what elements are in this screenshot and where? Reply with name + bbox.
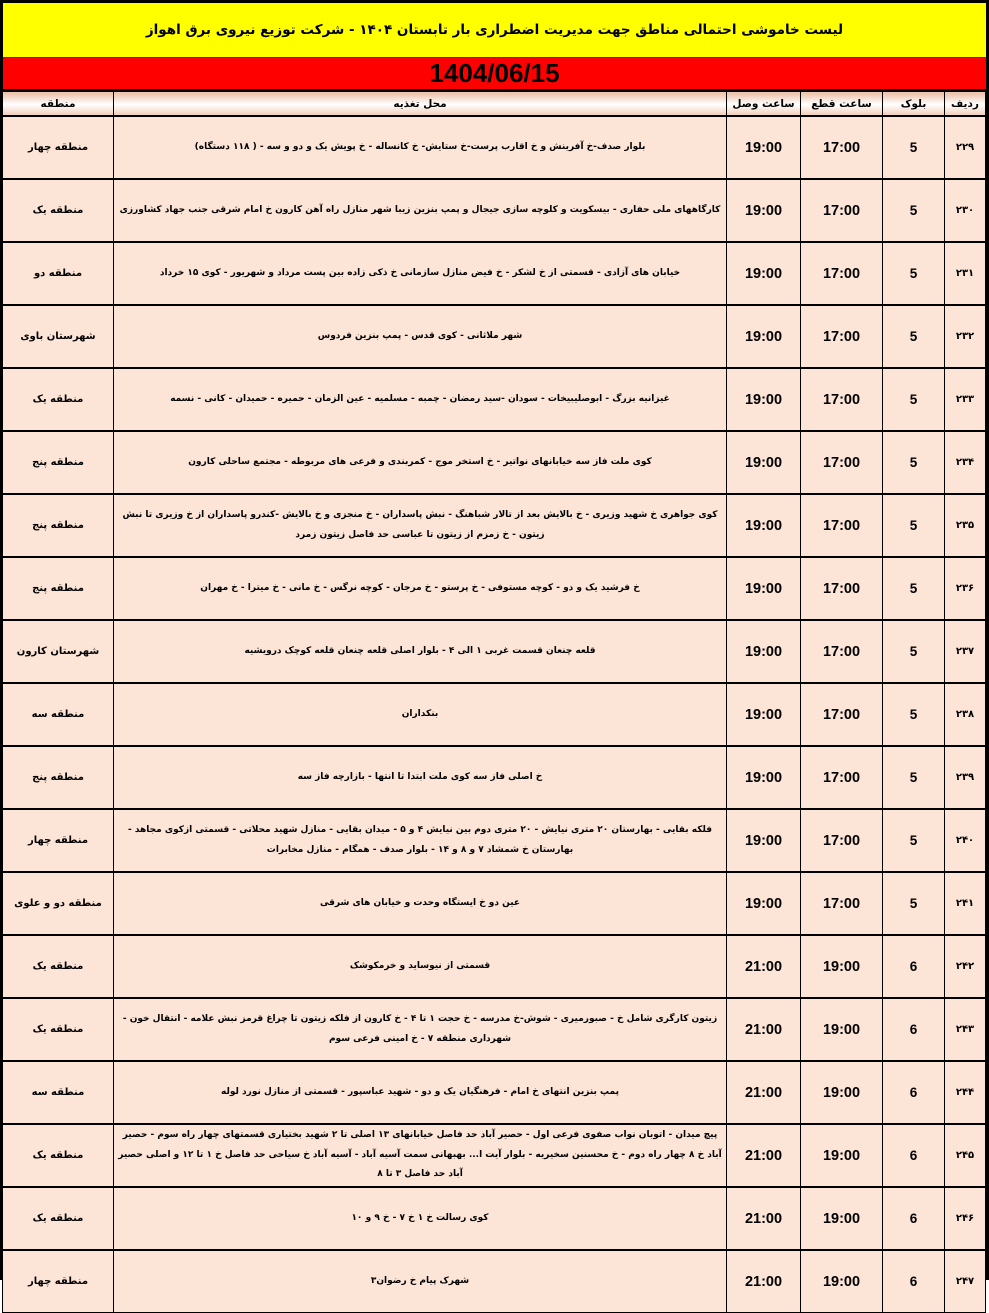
row-number-cell: ۲۴۱ (945, 872, 986, 935)
cut-time-cell: 19:00 (801, 1124, 883, 1187)
table-row (3, 1124, 986, 1187)
row-number-cell: ۲۳۳ (945, 368, 986, 431)
table-row (3, 620, 986, 683)
connect-time-cell: 21:00 (727, 1124, 801, 1187)
block-cell: 5 (883, 116, 945, 179)
row-number-cell: ۲۳۵ (945, 494, 986, 557)
connect-time-cell: 19:00 (727, 620, 801, 683)
block-cell: 6 (883, 935, 945, 998)
connect-time-cell: 21:00 (727, 998, 801, 1061)
block-cell: 5 (883, 431, 945, 494)
feeding-location-cell: پمپ بنزین انتهای خ امام - فرهنگیان یک و دو - شهید عباسپور - قسمتی از منازل نورد لوله (114, 1061, 727, 1124)
connect-time-cell: 19:00 (727, 116, 801, 179)
table-row (3, 809, 986, 872)
block-cell: 5 (883, 242, 945, 305)
connect-time-cell: 21:00 (727, 935, 801, 998)
row-number-cell: ۲۳۸ (945, 683, 986, 746)
table-row (3, 1187, 986, 1250)
feeding-location-cell: خیابان های آزادی - قسمتی از خ لشکر - خ فیض منازل سازمانی خ ذکی زاده بین پست مرداد و شهریور - کوی ۱۵ خرداد (114, 242, 727, 305)
cut-time-cell: 17:00 (801, 116, 883, 179)
cut-time-cell: 17:00 (801, 494, 883, 557)
cut-time-cell: 17:00 (801, 431, 883, 494)
cut-time-cell: 17:00 (801, 557, 883, 620)
table-row (3, 494, 986, 557)
row-number-cell: ۲۴۰ (945, 809, 986, 872)
block-cell: 6 (883, 998, 945, 1061)
header-region: منطقه (3, 92, 114, 117)
region-cell: منطقه چهار (3, 809, 114, 872)
region-cell: منطقه یک (3, 179, 114, 242)
feeding-location-cell: قلعه چنعان قسمت غربی ۱ الی ۴ - بلوار اصلی قلعه چنعان قلعه کوچک درویشیه (114, 620, 727, 683)
header-connect-time: ساعت وصل (727, 92, 801, 117)
region-cell: منطقه چهار (3, 1250, 114, 1313)
block-cell: 5 (883, 557, 945, 620)
connect-time-cell: 19:00 (727, 683, 801, 746)
table-body (3, 116, 986, 1313)
region-cell: منطقه سه (3, 683, 114, 746)
feeding-location-cell: قسمتی از نیوساید و خرمکوشک (114, 935, 727, 998)
block-cell: 6 (883, 1061, 945, 1124)
feeding-location-cell: کوی جواهری خ شهید وزیری - خ بالایش بعد از تالار شباهنگ - نبش پاسداران - خ منجزی و خ بالایش -کندرو پاسداران از خ وزیری تا نبش زیتون - خ زمزم از زیتون تا عباسی حد فاصل زیتون زمرد (114, 494, 727, 557)
cut-time-cell: 19:00 (801, 1061, 883, 1124)
row-number-cell: ۲۳۷ (945, 620, 986, 683)
region-cell: منطقه یک (3, 1124, 114, 1187)
connect-time-cell: 19:00 (727, 872, 801, 935)
connect-time-cell: 19:00 (727, 368, 801, 431)
feeding-location-cell: عین دو خ ایستگاه وحدت و خیابان های شرقی (114, 872, 727, 935)
feeding-location-cell: کوی ملت فاز سه خیابانهای نواتیر - خ استخر موج - کمربندی و فرعی های مربوطه - مجتمع ساحلی کارون (114, 431, 727, 494)
connect-time-cell: 19:00 (727, 431, 801, 494)
feeding-location-cell: غیزانیه بزرگ - ابوصلیبیخات - سودان -سید رمضان - چمبه - مسلمیه - عین الزمان - حمیره - حمیدان - کانی - نسمه (114, 368, 727, 431)
region-cell: شهرستان کارون (3, 620, 114, 683)
table-row (3, 746, 986, 809)
block-cell: 5 (883, 368, 945, 431)
region-cell: منطقه یک (3, 935, 114, 998)
block-cell: 5 (883, 494, 945, 557)
block-cell: 5 (883, 746, 945, 809)
feeding-location-cell: فلکه بقایی - بهارستان ۲۰ متری نیایش - ۲۰ متری دوم بین نیایش ۴ و ۵ - میدان بقایی - منازل شهید محلاتی - قسمتی ازکوی مجاهد - بهارستان خ شمشاد ۷ و ۸ و ۱۴ - بلوار صدف - همگام - منازل مخابرات (114, 809, 727, 872)
table-row (3, 1250, 986, 1313)
table-row (3, 935, 986, 998)
cut-time-cell: 17:00 (801, 683, 883, 746)
connect-time-cell: 21:00 (727, 1061, 801, 1124)
row-number-cell: ۲۲۹ (945, 116, 986, 179)
region-cell: منطقه یک (3, 368, 114, 431)
header-feeding-location: محل تغذیه (114, 92, 727, 117)
block-cell: 6 (883, 1187, 945, 1250)
region-cell: منطقه پنج (3, 746, 114, 809)
region-cell: منطقه پنج (3, 431, 114, 494)
feeding-location-cell: شهرک پیام خ رضوان۳ (114, 1250, 727, 1313)
row-number-cell: ۲۳۲ (945, 305, 986, 368)
cut-time-cell: 17:00 (801, 305, 883, 368)
table-row (3, 557, 986, 620)
table-row (3, 116, 986, 179)
block-cell: 5 (883, 620, 945, 683)
region-cell: منطقه یک (3, 998, 114, 1061)
block-cell: 5 (883, 305, 945, 368)
cut-time-cell: 19:00 (801, 998, 883, 1061)
feeding-location-cell: پیچ میدان - اتوبان نواب صفوی فرعی اول - حصیر آباد حد فاصل خیابانهای ۱۳ اصلی تا ۲ شهید بختیاری قسمتهای چهار راه سوم - حصیر آباد خ ۸ چهار راه دوم - خ محسنین سخیریه - بلوار آیت ا... بهبهانی سمت آسیه آباد - آسیه آباد خ سیاحی حد فاصل خ ۱ تا ۱۲ و اصلی حصیر آباد حد فاصل ۳ تا ۸ (114, 1124, 727, 1187)
outage-table (2, 91, 986, 1313)
table-row (3, 1061, 986, 1124)
feeding-location-cell: خ فرشید یک و دو - کوچه مستوفی - خ پرستو - خ مرجان - کوچه نرگس - خ مانی - خ میترا - خ مهران (114, 557, 727, 620)
cut-time-cell: 19:00 (801, 935, 883, 998)
table-row (3, 179, 986, 242)
block-cell: 5 (883, 872, 945, 935)
header-cut-time: ساعت قطع (801, 92, 883, 117)
region-cell: منطقه پنج (3, 557, 114, 620)
region-cell: منطقه دو (3, 242, 114, 305)
connect-time-cell: 19:00 (727, 305, 801, 368)
cut-time-cell: 17:00 (801, 242, 883, 305)
date-bar (3, 58, 986, 91)
row-number-cell: ۲۴۲ (945, 935, 986, 998)
connect-time-cell: 19:00 (727, 179, 801, 242)
feeding-location-cell: کوی رسالت خ ۱ خ ۷ - خ ۹ و ۱۰ (114, 1187, 727, 1250)
connect-time-cell: 19:00 (727, 746, 801, 809)
table-row (3, 431, 986, 494)
feeding-location-cell: زیتون کارگری شامل خ - صبورمیری - شوش-خ مدرسه - خ حجت ۱ تا ۴ - خ کارون از فلکه زیتون تا چراغ قرمز نبش علامه - انتقال خون - شهرداری منطقه ۷ - خ امینی فرعی سوم (114, 998, 727, 1061)
region-cell: منطقه دو و علوی (3, 872, 114, 935)
feeding-location-cell: کارگاههای ملی حفاری - بیسکویت و کلوچه سازی جیجال و پمپ بنزین زیبا شهر منازل راه آهن کارون خ امام شرقی جنب جهاد کشاورزی (114, 179, 727, 242)
cut-time-cell: 19:00 (801, 1250, 883, 1313)
connect-time-cell: 21:00 (727, 1187, 801, 1250)
cut-time-cell: 17:00 (801, 368, 883, 431)
page-title-bar (3, 3, 986, 58)
row-number-cell: ۲۳۶ (945, 557, 986, 620)
cut-time-cell: 19:00 (801, 1187, 883, 1250)
row-number-cell: ۲۳۰ (945, 179, 986, 242)
row-number-cell: ۲۳۴ (945, 431, 986, 494)
cut-time-cell: 17:00 (801, 746, 883, 809)
block-cell: 5 (883, 809, 945, 872)
table-row (3, 998, 986, 1061)
cut-time-cell: 17:00 (801, 809, 883, 872)
cut-time-cell: 17:00 (801, 179, 883, 242)
connect-time-cell: 21:00 (727, 1250, 801, 1313)
row-number-cell: ۲۳۱ (945, 242, 986, 305)
page-title: لیست خاموشی احتمالی مناطق جهت مدیریت اضطراری بار تابستان ۱۴۰۴ - شرکت توزیع نیروی برق اهواز (145, 22, 844, 38)
connect-time-cell: 19:00 (727, 494, 801, 557)
block-cell: 5 (883, 179, 945, 242)
header-row-number: ردیف (945, 92, 986, 117)
feeding-location-cell: خ اصلی فاز سه کوی ملت ابتدا تا انتها - بازارچه فاز سه (114, 746, 727, 809)
region-cell: منطقه سه (3, 1061, 114, 1124)
table-row (3, 872, 986, 935)
block-cell: 6 (883, 1124, 945, 1187)
table-row (3, 683, 986, 746)
row-number-cell: ۲۴۳ (945, 998, 986, 1061)
header-block: بلوک (883, 92, 945, 117)
table-row (3, 305, 986, 368)
schedule-date: 1404/06/15 (429, 58, 560, 88)
region-cell: منطقه یک (3, 1187, 114, 1250)
connect-time-cell: 19:00 (727, 557, 801, 620)
row-number-cell: ۲۳۹ (945, 746, 986, 809)
cut-time-cell: 17:00 (801, 872, 883, 935)
row-number-cell: ۲۴۶ (945, 1187, 986, 1250)
row-number-cell: ۲۴۷ (945, 1250, 986, 1313)
block-cell: 5 (883, 683, 945, 746)
connect-time-cell: 19:00 (727, 809, 801, 872)
table-header (3, 92, 986, 117)
region-cell: منطقه پنج (3, 494, 114, 557)
cut-time-cell: 17:00 (801, 620, 883, 683)
table-row (3, 242, 986, 305)
row-number-cell: ۲۴۵ (945, 1124, 986, 1187)
region-cell: شهرستان باوی (3, 305, 114, 368)
feeding-location-cell: شهر ملاثانی - کوی قدس - پمپ بنزین فردوس (114, 305, 727, 368)
row-number-cell: ۲۴۴ (945, 1061, 986, 1124)
feeding-location-cell: بنکداران (114, 683, 727, 746)
feeding-location-cell: بلوار صدف-خ آفرینش و خ اقارب پرست-خ ستایش- خ کانساله - خ پویش یک و دو و سه - ( ۱۱۸ دستگاه) (114, 116, 727, 179)
region-cell: منطقه چهار (3, 116, 114, 179)
table-row (3, 368, 986, 431)
connect-time-cell: 19:00 (727, 242, 801, 305)
block-cell: 6 (883, 1250, 945, 1313)
